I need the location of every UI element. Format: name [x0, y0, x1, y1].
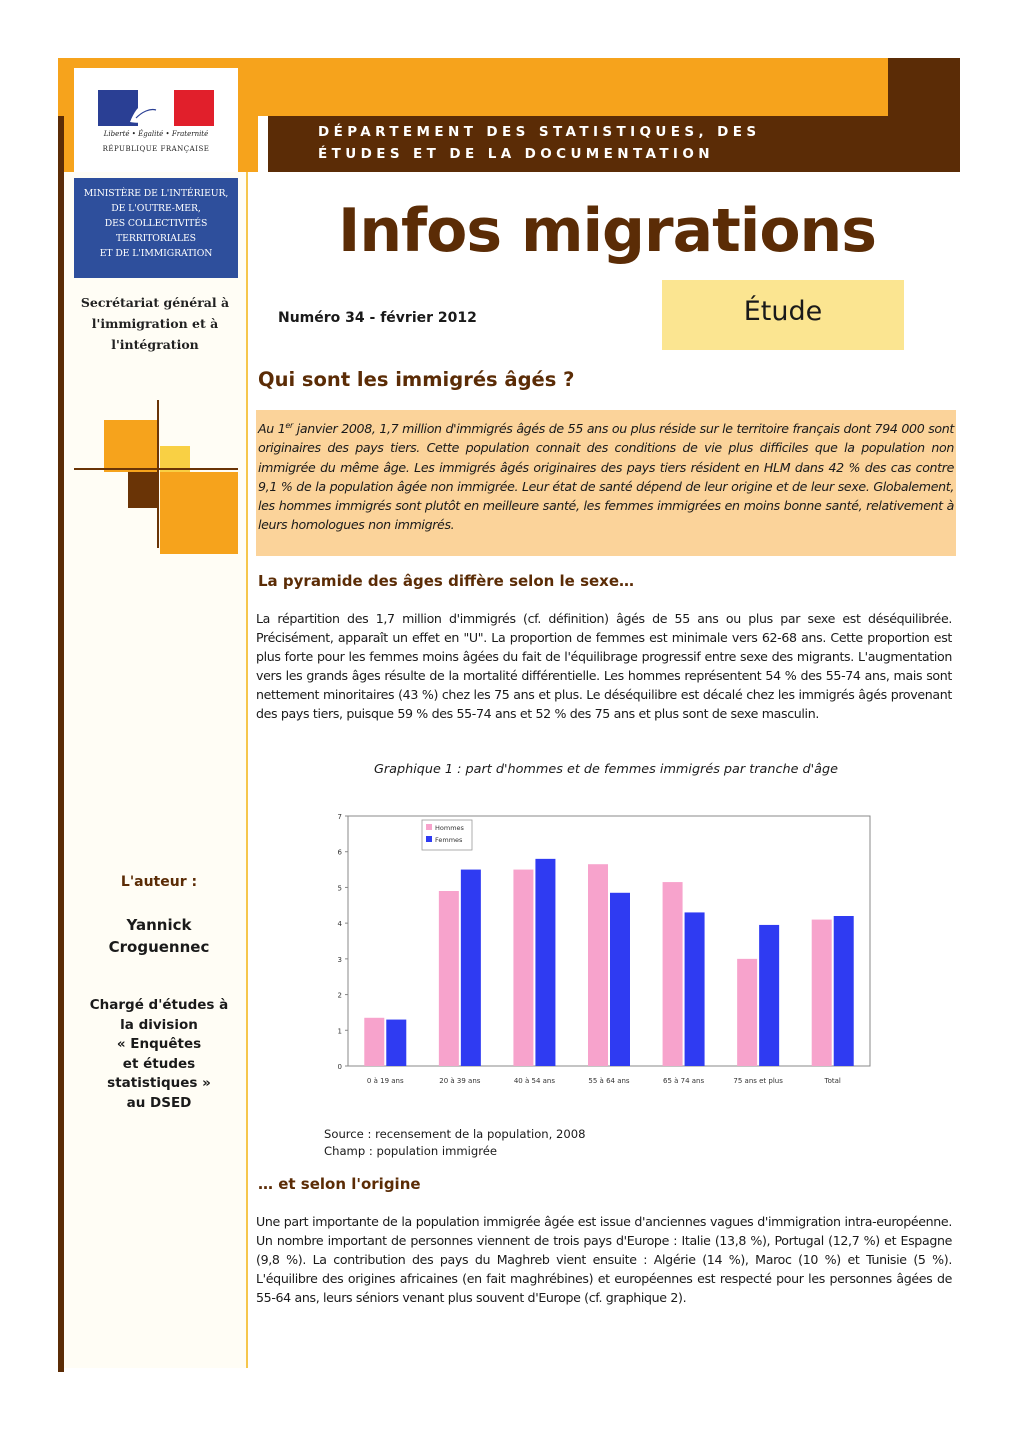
abstract-body: janvier 2008, 1,7 million d'immigrés âgés de 55 ans ou plus réside sur le territoire français dont 794 000 sont originaires des pays tiers. Cette population connait des conditions de vie plus difficiles que la population non immigrée du même âge. Les immigrés âgés originaires des pays tiers résident en HLM dans 42 % des cas contre 9,1 % de la population âgée non immigrée. Leur état de santé dépend de leur origine et de leur sexe. Globalement, les hommes immigrés sont plutôt en meilleure santé, les femmes immigrées en moins bonne santé, relativement à leurs homologues non immigrés.	[258, 421, 954, 533]
department-name: DÉPARTEMENT DES STATISTIQUES, DES ÉTUDES ET DE LA DOCUMENTATION	[318, 124, 761, 162]
legend-swatch	[426, 836, 432, 842]
flag-red-stripe	[174, 90, 214, 126]
decorative-line	[157, 400, 159, 548]
author-name: Yannick Croguennec	[108, 916, 210, 956]
plot-area	[348, 816, 870, 1066]
paragraph: La répartition des 1,7 million d'immigrés (cf. définition) âgés de 55 ans ou plus par sexe est déséquilibrée. Précisément, apparaît un effet en "U". La proportion de femmes est minimale vers 62-68 ans. Cette proportion est plus forte pour les femmes moins âgées du fait de l'équilibrage progressif entre sexe des migrants. L'augmentation vers les grands âges résulte de la mortalité différentielle. Les hommes représentent 54 % des 55-74 ans, mais sont nettement minoritaires (43 %) chez les 75 ans et plus. Le déséquilibre est décalé chez les immigrés âgés provenant des pays tiers, puisque 59 % des 55-74 ans et 52 % des 75 ans et plus sont de sexe masculin.	[256, 611, 952, 721]
bar-chart	[318, 800, 898, 1100]
chart-source: Source : recensement de la population, 2008 Champ : population immigrée	[324, 1127, 586, 1158]
decorative-line	[74, 468, 238, 470]
x-tick-label: 65 à 74 ans	[662, 1077, 705, 1085]
paragraph: Une part importante de la population immigrée âgée est issue d'anciennes vagues d'immigration intra-européenne. Un nombre important de personnes viennent de trois pays d'Europe : Italie (13,8 %), Portugal (12,7 %) et Espagne (9,8 %). La contribution des pays du Maghreb vient ensuite : Algérie (14 %), Maroc (10 %) et Tunisie (5 %). L'équilibre des origines africaines (en fait maghrébines) et européennes est respecté pour les personnes âgées de 55-64 ans, leurs séniors venant plus souvent d'Europe (cf. graphique 2).	[256, 1214, 952, 1305]
ministry-name: MINISTÈRE DE L'INTÉRIEUR, DE L'OUTRE-MER, DES COLLECTIVITÉS TERRITORIALES ET DE L'IMMIGRATION	[83, 188, 229, 259]
y-tick-label: 6	[337, 848, 342, 857]
legend-swatch	[426, 824, 432, 830]
bar-femmes	[386, 1020, 406, 1066]
bar-hommes	[513, 870, 533, 1066]
bar-hommes	[737, 959, 757, 1066]
y-tick-label: 5	[337, 884, 342, 893]
x-tick-label: 40 à 54 ans	[513, 1077, 556, 1085]
decorative-square	[104, 420, 158, 472]
bar-hommes	[812, 920, 832, 1066]
header-corner-block	[888, 58, 960, 116]
bar-hommes	[364, 1018, 384, 1066]
decorative-square	[160, 472, 238, 554]
logo-motto: Liberté • Égalité • Fraternité	[103, 130, 209, 138]
legend-label: Femmes	[435, 836, 463, 844]
y-tick-label: 2	[337, 991, 342, 1000]
article-title: Qui sont les immigrés âgés ?	[258, 368, 575, 391]
bar-femmes	[535, 859, 555, 1066]
author-role: Chargé d'études à la division « Enquêtes et études statistiques » au DSED	[89, 997, 229, 1111]
bar-hommes	[439, 891, 459, 1066]
sidebar-divider	[246, 172, 248, 1368]
y-tick-label: 3	[337, 955, 342, 964]
y-tick-label: 0	[337, 1063, 342, 1071]
issue-number: Numéro 34 - février 2012	[278, 310, 477, 326]
decorative-square	[128, 472, 158, 508]
chart-caption: Graphique 1 : part d'hommes et de femmes immigrés par tranche d'âge	[373, 762, 839, 777]
x-tick-label: Total	[824, 1077, 841, 1085]
abstract-start: Au 1	[258, 421, 286, 437]
abstract	[258, 416, 954, 534]
y-tick-label: 4	[337, 920, 342, 929]
bar-hommes	[588, 864, 608, 1066]
legend-label: Hommes	[435, 824, 464, 832]
bar-hommes	[663, 882, 683, 1066]
section-heading: … et selon l'origine	[258, 1175, 421, 1193]
bar-femmes	[685, 912, 705, 1066]
document-type: Étude	[743, 296, 823, 327]
section-heading: La pyramide des âges diffère selon le sexe…	[258, 572, 635, 590]
bar-femmes	[461, 870, 481, 1066]
bar-femmes	[759, 925, 779, 1066]
secretariat-name: Secrétariat général à l'immigration et à l'intégration	[80, 295, 230, 352]
x-tick-label: 20 à 39 ans	[439, 1077, 481, 1085]
bar-femmes	[834, 916, 854, 1066]
marianne-icon	[112, 88, 172, 128]
x-tick-label: 55 à 64 ans	[588, 1077, 630, 1085]
x-tick-label: 75 ans et plus	[733, 1077, 783, 1085]
abstract-superscript: er	[285, 421, 293, 430]
x-tick-label: 0 à 19 ans	[366, 1077, 404, 1085]
publication-title: Infos migrations	[338, 196, 876, 266]
logo-republique-francaise: RÉPUBLIQUE FRANÇAISE	[102, 145, 210, 153]
y-tick-label: 7	[337, 813, 342, 821]
author-label: L'auteur :	[120, 874, 198, 890]
bar-femmes	[610, 893, 630, 1066]
y-tick-label: 1	[337, 1027, 342, 1036]
